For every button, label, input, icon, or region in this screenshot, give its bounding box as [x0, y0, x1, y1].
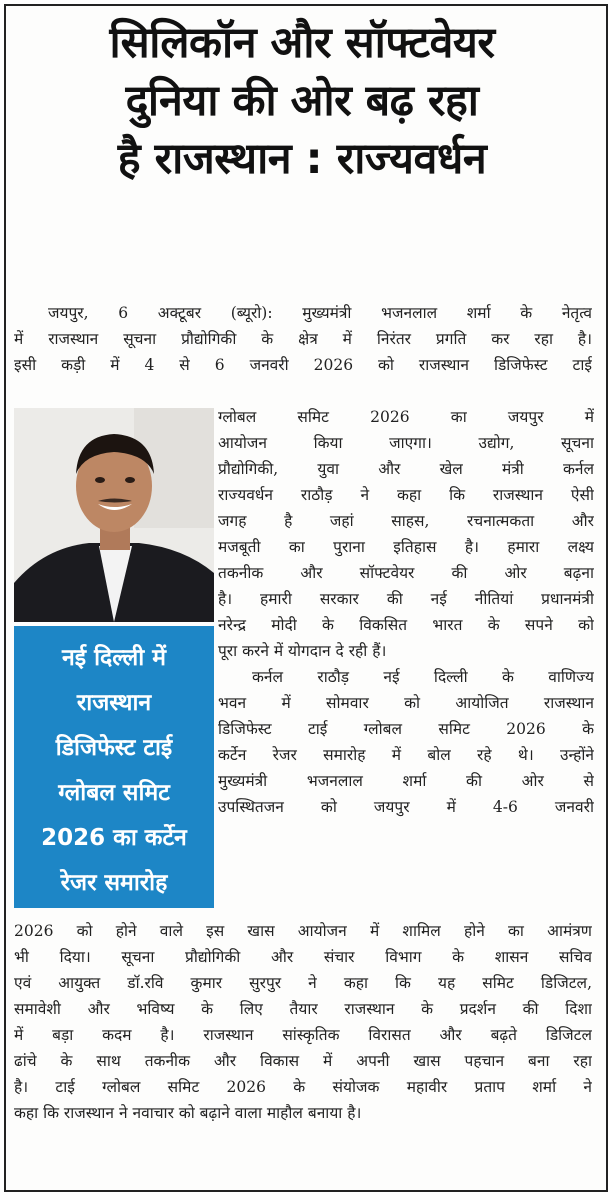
headline-line: दुनिया की ओर बढ़ रहा — [125, 76, 479, 126]
text-line: में राजस्थान सूचना प्रौद्योगिकी के क्षेत्र में निरंतर प्रगति कर रहा है। — [14, 330, 592, 348]
text-line: समावेशी और भविष्य के लिए तैयार राजस्थान के प्रदर्शन की दिशा — [14, 1000, 592, 1018]
text-line: उपस्थितजन को जयपुर में 4-6 जनवरी — [218, 798, 594, 816]
text-line: भी दिया। सूचना प्रौद्योगिकी और संचार विभाग के शासन सचिव — [14, 948, 592, 966]
text-line: है। हमारी सरकार की नई नीतियां प्रधानमंत्री — [218, 590, 594, 608]
text-line: कहा कि राजस्थान ने नवाचार को बढ़ाने वाला माहौल बनाया है। — [14, 1104, 362, 1122]
highlight-line: नई दिल्ली में — [62, 645, 166, 671]
text-line: एवं आयुक्त डॉ.रवि कुमार सुरपुर ने कहा कि यह समिट डिजिटल, — [14, 974, 592, 992]
text-line: ढांचे के साथ तकनीक और विकास में अपनी खास पहचान बना रहा — [14, 1052, 592, 1070]
highlight-line: राजस्थान — [76, 690, 152, 716]
headline — [10, 14, 594, 188]
text-line: कर्नल राठौड़ नई दिल्ली के वाणिज्य — [252, 668, 594, 686]
highlight-line: ग्लोबल समिट — [58, 780, 170, 806]
highlight-line: 2026 का कर्टेन — [41, 825, 187, 851]
closing-paragraph — [14, 918, 592, 1126]
minister-photo — [14, 408, 214, 622]
text-line: जगह है जहां साहस, रचनात्मकता और — [218, 512, 594, 530]
text-line: जयपुर, 6 अक्टूबर (ब्यूरो): मुख्यमंत्री भजनलाल शर्मा के नेतृत्व — [48, 304, 592, 322]
text-line: आयोजन किया जाएगा। उद्योग, सूचना — [218, 434, 594, 452]
text-line: पूरा करने में योगदान दे रही हैं। — [218, 642, 387, 660]
headline-line: है राजस्थान : राज्यवर्धन — [117, 134, 487, 184]
person-portrait-icon — [14, 408, 214, 622]
text-line: भवन में सोमवार को आयोजित राजस्थान — [218, 694, 594, 712]
text-line: इसी कड़ी में 4 से 6 जनवरी 2026 को राजस्थान डिजिफेस्ट टाई — [14, 356, 592, 374]
text-line: डिजिफेस्ट टाई ग्लोबल समिट 2026 के — [218, 720, 594, 738]
text-line: प्रौद्योगिकी, युवा और खेल मंत्री कर्नल — [218, 460, 594, 478]
text-line: राज्यवर्धन राठौड़ ने कहा कि राजस्थान ऐसी — [218, 486, 594, 504]
text-line: 2026 को होने वाले इस खास आयोजन में शामिल होने का आमंत्रण — [14, 922, 592, 940]
text-line: नरेन्द्र मोदी के विकसित भारत के सपने को — [218, 616, 594, 634]
text-line: है। टाई ग्लोबल समिट 2026 के संयोजक महावीर प्रताप शर्मा ने — [14, 1078, 592, 1096]
highlight-line: रेजर समारोह — [60, 870, 168, 896]
text-line: तकनीक और सॉफ्टवेयर की ओर बढ़ना — [218, 564, 594, 582]
text-line: मुख्यमंत्री भजनलाल शर्मा की ओर से — [218, 772, 594, 790]
text-line: ग्लोबल समिट 2026 का जयपुर में — [218, 408, 594, 426]
side-column-text — [218, 404, 594, 820]
headline-line: सिलिकॉन और सॉफ्टवेयर — [109, 18, 495, 68]
text-line: में बड़ा कदम है। राजस्थान सांस्कृतिक विरासत और बढ़ते डिजिटल — [14, 1026, 592, 1044]
highlight-box — [14, 626, 214, 908]
intro-paragraph — [14, 300, 592, 378]
text-line: मजबूती का पुराना इतिहास है। हमारा लक्ष्य — [218, 538, 594, 556]
highlight-line: डिजिफेस्ट टाई — [55, 735, 173, 761]
text-line: कर्टेन रेजर समारोह में बोल रहे थे। उन्होंने — [218, 746, 594, 764]
